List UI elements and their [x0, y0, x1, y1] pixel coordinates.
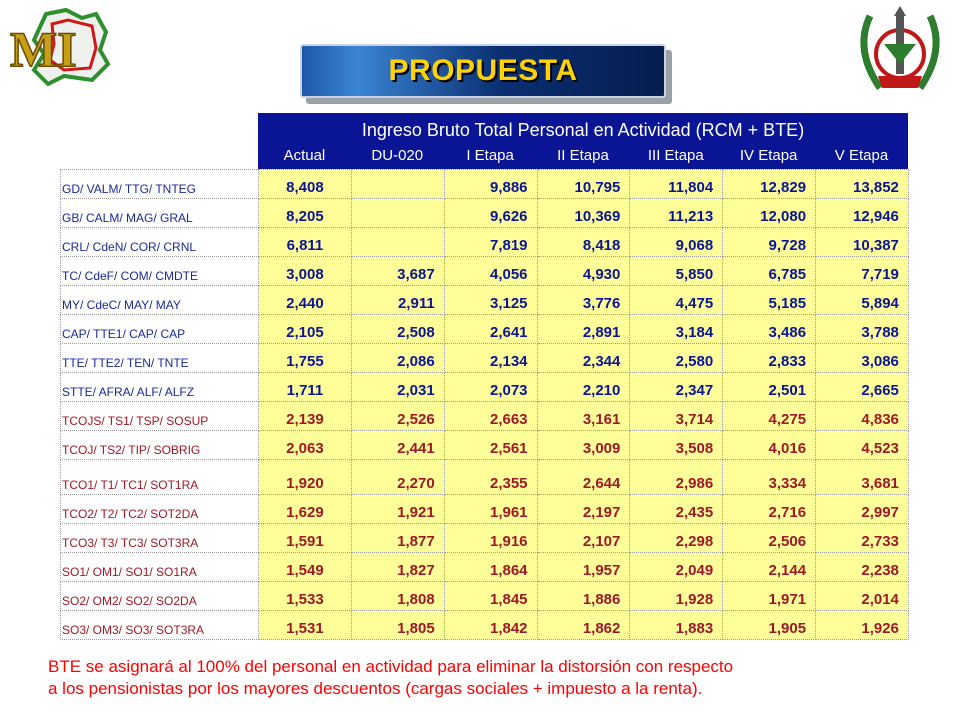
table-cell: 2,086 [351, 344, 444, 373]
table-cell: 2,440 [259, 286, 352, 315]
table-cell: 6,811 [259, 228, 352, 257]
table-cell: 2,506 [723, 524, 816, 553]
table-cell: 2,561 [444, 431, 537, 460]
table-cell: 2,501 [723, 373, 816, 402]
table-cell: 3,776 [537, 286, 630, 315]
table-cell: 1,926 [816, 611, 909, 640]
table-cell: 2,508 [351, 315, 444, 344]
table-cell: 8,205 [259, 199, 352, 228]
row-label: MY/ CdeC/ MAY/ MAY [61, 286, 259, 315]
table-row [61, 286, 909, 315]
table-cell: 4,836 [816, 402, 909, 431]
table-cell: 2,014 [816, 582, 909, 611]
row-label: CRL/ CdeN/ COR/ CRNL [61, 228, 259, 257]
table-cell: 2,031 [351, 373, 444, 402]
table-cell: 2,139 [259, 402, 352, 431]
table-cell: 9,728 [723, 228, 816, 257]
table-cell: 1,842 [444, 611, 537, 640]
table-group-header: Ingreso Bruto Total Personal en Actividad (RCM + BTE) [361, 120, 805, 140]
table-cell: 3,125 [444, 286, 537, 315]
table-cell: 3,334 [723, 460, 816, 495]
table-cell: 10,795 [537, 170, 630, 199]
row-label: GD/ VALM/ TTG/ TNTEG [61, 170, 259, 199]
table-cell: 3,184 [630, 315, 723, 344]
table-row [61, 611, 909, 640]
table-cell: 4,475 [630, 286, 723, 315]
table-cell: 2,270 [351, 460, 444, 495]
table-cell: 11,804 [630, 170, 723, 199]
row-label: STTE/ AFRA/ ALF/ ALFZ [61, 373, 259, 402]
table-cell: 3,008 [259, 257, 352, 286]
table-cell: 2,833 [723, 344, 816, 373]
table-cell: 1,629 [259, 495, 352, 524]
table-cell: 1,957 [537, 553, 630, 582]
table-row [61, 582, 909, 611]
table-cell: 12,829 [723, 170, 816, 199]
table-header [258, 113, 908, 169]
table-cell: 7,719 [816, 257, 909, 286]
table-cell: 10,387 [816, 228, 909, 257]
table-cell [351, 228, 444, 257]
table-cell: 3,681 [816, 460, 909, 495]
table-cell: 8,408 [259, 170, 352, 199]
income-table [60, 169, 909, 640]
svg-text:MI: MI [10, 21, 77, 77]
table-cell: 1,591 [259, 524, 352, 553]
table-cell: 2,105 [259, 315, 352, 344]
table-cell: 2,641 [444, 315, 537, 344]
table-cell: 13,852 [816, 170, 909, 199]
table-cell: 1,805 [351, 611, 444, 640]
table-row [61, 170, 909, 199]
row-label: SO2/ OM2/ SO2/ SO2DA [61, 582, 259, 611]
table-cell: 9,886 [444, 170, 537, 199]
row-label: TC/ CdeF/ COM/ CMDTE [61, 257, 259, 286]
table-cell: 1,928 [630, 582, 723, 611]
column-header-actual: Actual [283, 147, 326, 164]
table-cell: 2,663 [444, 402, 537, 431]
table-cell [351, 170, 444, 199]
table-cell: 7,819 [444, 228, 537, 257]
table-cell: 1,916 [444, 524, 537, 553]
table-cell: 2,355 [444, 460, 537, 495]
table-cell: 2,344 [537, 344, 630, 373]
table-cell: 2,107 [537, 524, 630, 553]
table-cell: 2,049 [630, 553, 723, 582]
footnote-line-1: BTE se asignará al 100% del personal en actividad para eliminar la distorsión con respecto [48, 657, 734, 676]
row-label: SO1/ OM1/ SO1/ SO1RA [61, 553, 259, 582]
table-cell: 1,711 [259, 373, 352, 402]
table-cell: 3,714 [630, 402, 723, 431]
table-cell: 3,086 [816, 344, 909, 373]
column-header-etapa-3: III Etapa [647, 147, 704, 164]
table-cell: 1,755 [259, 344, 352, 373]
row-label: TCOJS/ TS1/ TSP/ SOSUP [61, 402, 259, 431]
table-cell: 2,733 [816, 524, 909, 553]
table-cell: 2,716 [723, 495, 816, 524]
table-cell: 4,930 [537, 257, 630, 286]
table-cell: 4,056 [444, 257, 537, 286]
table-cell: 1,877 [351, 524, 444, 553]
table-row [61, 199, 909, 228]
column-headers [258, 147, 908, 167]
table-cell: 6,785 [723, 257, 816, 286]
table-cell: 2,144 [723, 553, 816, 582]
table-cell: 1,845 [444, 582, 537, 611]
row-label: CAP/ TTE1/ CAP/ CAP [61, 315, 259, 344]
column-header-etapa-4: IV Etapa [739, 147, 798, 164]
table-cell: 1,921 [351, 495, 444, 524]
table-cell: 9,626 [444, 199, 537, 228]
table-cell: 8,418 [537, 228, 630, 257]
table-cell: 3,161 [537, 402, 630, 431]
row-label: GB/ CALM/ MAG/ GRAL [61, 199, 259, 228]
table-cell: 2,580 [630, 344, 723, 373]
table-row [61, 524, 909, 553]
table-cell: 1,961 [444, 495, 537, 524]
table-cell: 2,644 [537, 460, 630, 495]
table-cell: 5,850 [630, 257, 723, 286]
table-cell: 2,073 [444, 373, 537, 402]
table-cell: 10,369 [537, 199, 630, 228]
column-header-etapa-2: II Etapa [557, 147, 609, 164]
table-cell: 2,986 [630, 460, 723, 495]
table-cell: 2,063 [259, 431, 352, 460]
table-cell: 3,508 [630, 431, 723, 460]
table-cell: 2,441 [351, 431, 444, 460]
table-cell: 1,971 [723, 582, 816, 611]
table-cell: 4,275 [723, 402, 816, 431]
table-row [61, 402, 909, 431]
table-cell: 3,486 [723, 315, 816, 344]
row-label: SO3/ OM3/ SO3/ SOT3RA [61, 611, 259, 640]
row-label: TCO3/ T3/ TC3/ SOT3RA [61, 524, 259, 553]
table-cell: 2,298 [630, 524, 723, 553]
table-cell: 1,920 [259, 460, 352, 495]
table-cell: 2,526 [351, 402, 444, 431]
table-cell: 3,009 [537, 431, 630, 460]
table-cell: 2,911 [351, 286, 444, 315]
table-row [61, 460, 909, 495]
table-cell: 1,533 [259, 582, 352, 611]
table-cell: 2,210 [537, 373, 630, 402]
table-cell: 2,665 [816, 373, 909, 402]
table-cell: 1,864 [444, 553, 537, 582]
table-row [61, 257, 909, 286]
table-cell: 2,238 [816, 553, 909, 582]
table-cell: 1,827 [351, 553, 444, 582]
table-cell: 1,883 [630, 611, 723, 640]
table-cell: 1,531 [259, 611, 352, 640]
table-cell: 12,080 [723, 199, 816, 228]
table-row [61, 228, 909, 257]
military-crest-logo [848, 4, 952, 100]
table-cell: 9,068 [630, 228, 723, 257]
income-table-body [61, 170, 909, 640]
page-title: PROPUESTA [388, 54, 578, 87]
footnote-line-2: a los pensionistas por los mayores descuentos (cargas sociales + impuesto a la renta). [48, 679, 703, 698]
table-cell: 1,808 [351, 582, 444, 611]
table-cell: 2,997 [816, 495, 909, 524]
row-label: TTE/ TTE2/ TEN/ TNTE [61, 344, 259, 373]
table-row [61, 431, 909, 460]
table-cell: 12,946 [816, 199, 909, 228]
table-cell: 1,905 [723, 611, 816, 640]
row-label: TCO1/ T1/ TC1/ SOT1RA [61, 460, 259, 495]
table-cell: 3,788 [816, 315, 909, 344]
row-label: TCOJ/ TS2/ TIP/ SOBRIG [61, 431, 259, 460]
row-label: TCO2/ T2/ TC2/ SOT2DA [61, 495, 259, 524]
table-cell: 1,862 [537, 611, 630, 640]
table-row [61, 315, 909, 344]
table-cell: 2,435 [630, 495, 723, 524]
table-cell: 2,891 [537, 315, 630, 344]
table-row [61, 495, 909, 524]
column-header-etapa-1: I Etapa [466, 147, 514, 164]
table-cell: 3,687 [351, 257, 444, 286]
table-cell: 1,549 [259, 553, 352, 582]
table-cell: 4,016 [723, 431, 816, 460]
table-cell [351, 199, 444, 228]
table-cell: 5,894 [816, 286, 909, 315]
table-cell: 2,197 [537, 495, 630, 524]
table-cell: 4,523 [816, 431, 909, 460]
mi-shield-logo [4, 4, 114, 86]
title-banner [300, 44, 666, 98]
table-cell: 2,134 [444, 344, 537, 373]
table-cell: 11,213 [630, 199, 723, 228]
table-cell: 1,886 [537, 582, 630, 611]
footnote [48, 656, 948, 700]
table-row [61, 373, 909, 402]
column-header-du020: DU-020 [371, 147, 424, 164]
table-row [61, 344, 909, 373]
table-row [61, 553, 909, 582]
table-cell: 5,185 [723, 286, 816, 315]
table-cell: 2,347 [630, 373, 723, 402]
column-header-etapa-5: V Etapa [834, 147, 889, 164]
